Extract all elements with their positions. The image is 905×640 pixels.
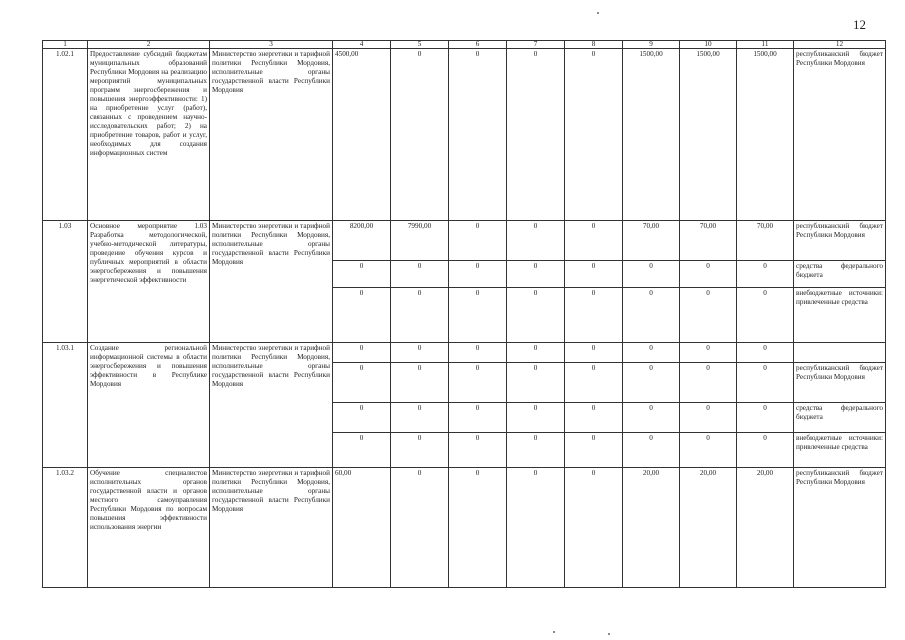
- value-cell: 70,00: [623, 221, 680, 261]
- header-cell: 1: [43, 41, 88, 49]
- value-cell: 0: [449, 433, 507, 468]
- value-cell: 0: [449, 343, 507, 363]
- value-cell: 0: [507, 288, 565, 343]
- value-cell: 20,00: [680, 468, 737, 588]
- value-cell: 0: [507, 221, 565, 261]
- value-cell: 0: [449, 49, 507, 221]
- row-executor: Министерство энергетики и тарифной политики Республики Мордовия, исполнительные органы государственной власти Республики Мордовия: [210, 221, 333, 343]
- value-cell: 0: [737, 288, 794, 343]
- funding-source: республиканский бюджет Республики Мордовия: [794, 49, 886, 221]
- value-cell: 0: [623, 363, 680, 403]
- funding-source: средства федерального бюджета: [794, 403, 886, 433]
- value-cell: 0: [565, 49, 623, 221]
- scan-speck: [608, 633, 610, 635]
- value-cell: 0: [565, 221, 623, 261]
- value-cell: 0: [565, 261, 623, 288]
- value-cell: 0: [449, 363, 507, 403]
- funding-source: [794, 343, 886, 363]
- page-number: 12: [853, 17, 866, 32]
- value-cell: 70,00: [680, 221, 737, 261]
- value-cell: 0: [507, 49, 565, 221]
- funding-source: внебюджетные источники: привлеченные средства: [794, 433, 886, 468]
- value-cell: 0: [737, 433, 794, 468]
- value-cell: 0: [391, 403, 449, 433]
- value-cell: 0: [623, 261, 680, 288]
- value-cell: 0: [680, 261, 737, 288]
- value-cell: 0: [449, 403, 507, 433]
- value-cell: 0: [333, 343, 391, 363]
- value-cell: 0: [391, 468, 449, 588]
- value-cell: 0: [565, 288, 623, 343]
- value-cell: 4500,00: [333, 49, 391, 221]
- value-cell: 60,00: [333, 468, 391, 588]
- header-cell: 5: [391, 41, 449, 49]
- header-cell: 7: [507, 41, 565, 49]
- value-cell: 0: [680, 343, 737, 363]
- value-cell: 1500,00: [623, 49, 680, 221]
- value-cell: 0: [680, 363, 737, 403]
- value-cell: 0: [391, 49, 449, 221]
- funding-source: республиканский бюджет Республики Мордовия: [794, 468, 886, 588]
- header-cell: 2: [88, 41, 210, 49]
- value-cell: 0: [391, 261, 449, 288]
- funding-source: республиканский бюджет Республики Мордовия: [794, 363, 886, 403]
- value-cell: 1500,00: [737, 49, 794, 221]
- value-cell: 0: [507, 343, 565, 363]
- value-cell: 0: [333, 363, 391, 403]
- table-row: [43, 468, 886, 588]
- funding-source: республиканский бюджет Республики Мордовия: [794, 221, 886, 261]
- value-cell: 1500,00: [680, 49, 737, 221]
- value-cell: 20,00: [737, 468, 794, 588]
- header-cell: 8: [565, 41, 623, 49]
- value-cell: 0: [737, 261, 794, 288]
- value-cell: 70,00: [737, 221, 794, 261]
- row-name: Предоставление субсидий бюджетам муниципальных образований Республики Мордовия на реализацию мероприятий муниципальных программ энергосбережения и повышения энергоэффективности: 1) на приобретение услуг (работ), связанных с проведением научно-исследовательских работ; 2) на приобретение товаров, работ и услуг, необходимых для создания информационных систем: [88, 49, 210, 221]
- funding-source: внебюджетные источники: привлеченные средства: [794, 288, 886, 343]
- value-cell: 0: [507, 433, 565, 468]
- header-cell: 12: [794, 41, 886, 49]
- value-cell: 0: [507, 468, 565, 588]
- row-executor: Министерство энергетики и тарифной политики Республики Мордовия, исполнительные органы государственной власти Республики Мордовия: [210, 49, 333, 221]
- value-cell: 0: [680, 403, 737, 433]
- row-code: 1.02.1: [43, 49, 88, 221]
- row-name: Основное мероприятие 1.03 Разработка методологической, учебно-методической литературы, проведение обучения курсов и публичных мероприятий в области энергосбережения и повышения энергетической эффективности: [88, 221, 210, 343]
- value-cell: 0: [507, 261, 565, 288]
- header-cell: 3: [210, 41, 333, 49]
- scan-speck: [553, 631, 555, 633]
- value-cell: 7990,00: [391, 221, 449, 261]
- row-code: 1.03.2: [43, 468, 88, 588]
- value-cell: 0: [507, 403, 565, 433]
- table-row: [43, 49, 886, 221]
- table-row: [43, 221, 886, 261]
- header-row: [43, 41, 886, 49]
- value-cell: 0: [680, 433, 737, 468]
- value-cell: 0: [737, 343, 794, 363]
- value-cell: 0: [623, 433, 680, 468]
- value-cell: 0: [565, 343, 623, 363]
- table-row: [43, 343, 886, 363]
- value-cell: 0: [449, 261, 507, 288]
- value-cell: 0: [391, 433, 449, 468]
- value-cell: 20,00: [623, 468, 680, 588]
- header-cell: 11: [737, 41, 794, 49]
- value-cell: 0: [623, 343, 680, 363]
- value-cell: 0: [565, 468, 623, 588]
- row-name: Обучение специалистов исполнительных органов государственной власти и органов местного самоуправления Республики Мордовия по вопросам повышения эффективности использования энергии: [88, 468, 210, 588]
- row-executor: Министерство энергетики и тарифной политики Республики Мордовия, исполнительные органы государственной власти Республики Мордовия: [210, 343, 333, 468]
- value-cell: 0: [391, 343, 449, 363]
- value-cell: 0: [391, 288, 449, 343]
- value-cell: 0: [623, 403, 680, 433]
- funding-source: средства федерального бюджета: [794, 261, 886, 288]
- value-cell: 0: [565, 403, 623, 433]
- scan-speck: [597, 12, 599, 14]
- row-name: Создание региональной информационной системы в области энергосбережения и повышения эффективности в Республике Мордовия: [88, 343, 210, 468]
- value-cell: 0: [565, 433, 623, 468]
- value-cell: 0: [333, 288, 391, 343]
- value-cell: 0: [333, 433, 391, 468]
- value-cell: 0: [333, 403, 391, 433]
- value-cell: 0: [680, 288, 737, 343]
- value-cell: 0: [737, 363, 794, 403]
- value-cell: 0: [449, 221, 507, 261]
- value-cell: 0: [623, 288, 680, 343]
- budget-table: [42, 40, 886, 588]
- value-cell: 8200,00: [333, 221, 391, 261]
- value-cell: 0: [565, 363, 623, 403]
- value-cell: 0: [737, 403, 794, 433]
- header-cell: 6: [449, 41, 507, 49]
- value-cell: 0: [449, 288, 507, 343]
- row-code: 1.03.1: [43, 343, 88, 468]
- header-cell: 9: [623, 41, 680, 49]
- row-code: 1.03: [43, 221, 88, 343]
- value-cell: 0: [449, 468, 507, 588]
- value-cell: 0: [333, 261, 391, 288]
- header-cell: 10: [680, 41, 737, 49]
- value-cell: 0: [507, 363, 565, 403]
- row-executor: Министерство энергетики и тарифной политики Республики Мордовия, исполнительные органы государственной власти Республики Мордовия: [210, 468, 333, 588]
- header-cell: 4: [333, 41, 391, 49]
- value-cell: 0: [391, 363, 449, 403]
